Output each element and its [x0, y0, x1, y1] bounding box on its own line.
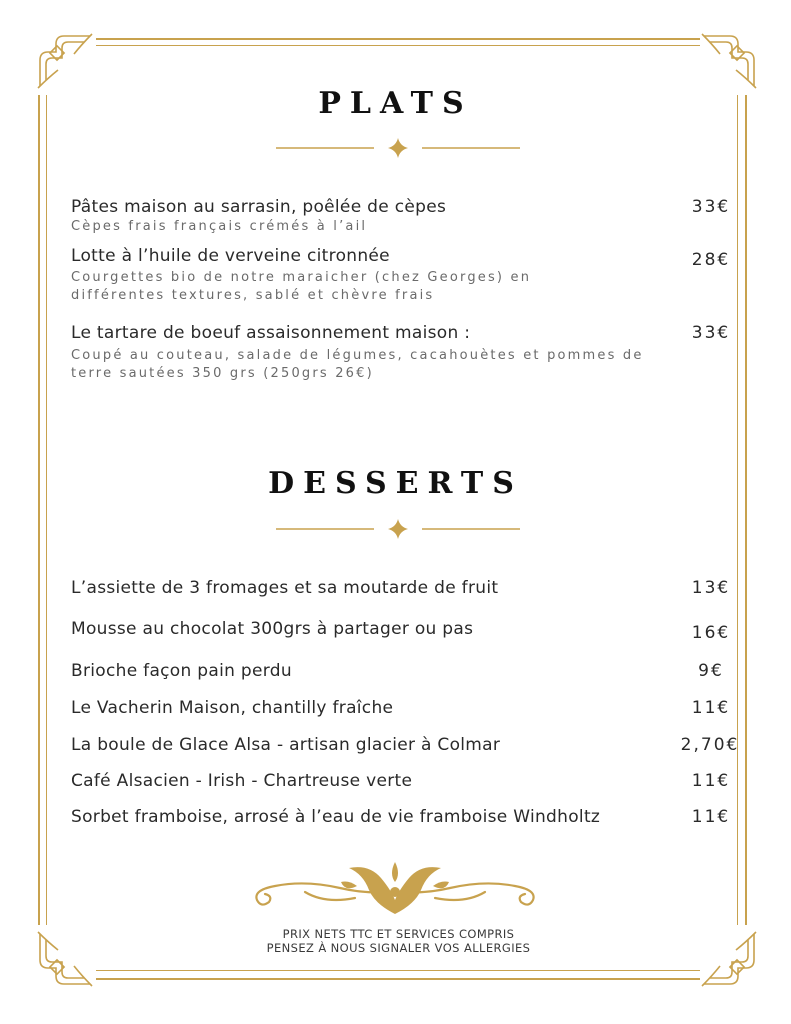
frame-top-line-outer: [96, 38, 700, 40]
dessert-item-name: L’assiette de 3 fromages et sa moutarde de fruit: [71, 578, 499, 598]
footer-prices-note: PRIX NETS TTC ET SERVICES COMPRIS: [282, 927, 515, 941]
frame-left-line-outer: [38, 95, 40, 925]
desserts-divider: [270, 519, 526, 539]
frame-top-line-inner: [96, 45, 700, 46]
plats-item-name: Le tartare de boeuf assaisonnement maison :: [71, 323, 471, 343]
frame-right-line-outer: [745, 95, 747, 925]
flourish-ornament: [245, 852, 545, 922]
plats-item-name: Pâtes maison au sarrasin, poêlée de cèpes: [71, 197, 447, 217]
plats-item-price: 28€: [691, 250, 731, 270]
dessert-item-name: La boule de Glace Alsa - artisan glacier à Colmar: [71, 735, 501, 755]
dessert-item-price: 13€: [691, 578, 731, 598]
dessert-item-name: Mousse au chocolat 300grs à partager ou pas: [71, 619, 474, 639]
corner-ornament-top-left: [34, 30, 96, 92]
dessert-item-price: 11€: [691, 807, 731, 827]
frame-bottom-line-inner: [96, 970, 700, 971]
frame-right-line-inner: [737, 95, 738, 925]
frame-bottom-line-outer: [96, 978, 700, 980]
dessert-item-name: Le Vacherin Maison, chantilly fraîche: [71, 698, 394, 718]
footer-allergies-note: PENSEZ À NOUS SIGNALER VOS ALLERGIES: [266, 941, 531, 955]
plats-item-price: 33€: [691, 197, 731, 217]
dessert-item-name: Brioche façon pain perdu: [71, 661, 292, 681]
dessert-item-price: 11€: [691, 771, 731, 791]
plats-item-desc: Cèpes frais français crémés à l’ail: [71, 219, 368, 234]
plats-divider: [270, 138, 526, 158]
dessert-item-price: 2,70€: [680, 735, 740, 755]
dessert-item-price: 11€: [691, 698, 731, 718]
plats-heading: PLATS: [318, 86, 473, 121]
frame-left-line-inner: [46, 95, 47, 925]
plats-item-price: 33€: [691, 323, 731, 343]
plats-item-desc: Courgettes bio de notre maraicher (chez Georges) en différentes textures, sablé et chèvre frais: [71, 270, 532, 303]
desserts-heading: DESSERTS: [268, 466, 523, 501]
plats-item-desc: Coupé au couteau, salade de légumes, cacahouètes et pommes de terre sautées 350 grs (250grs 26€): [71, 348, 644, 381]
dessert-item-name: Café Alsacien - Irish - Chartreuse verte: [71, 771, 413, 791]
dessert-item-name: Sorbet framboise, arrosé à l’eau de vie framboise Windholtz: [71, 807, 601, 827]
corner-ornament-top-right: [698, 30, 760, 92]
dessert-item-price: 16€: [691, 623, 731, 643]
dessert-item-price: 9€: [698, 661, 724, 681]
plats-item-name: Lotte à l’huile de verveine citronnée: [71, 246, 390, 266]
